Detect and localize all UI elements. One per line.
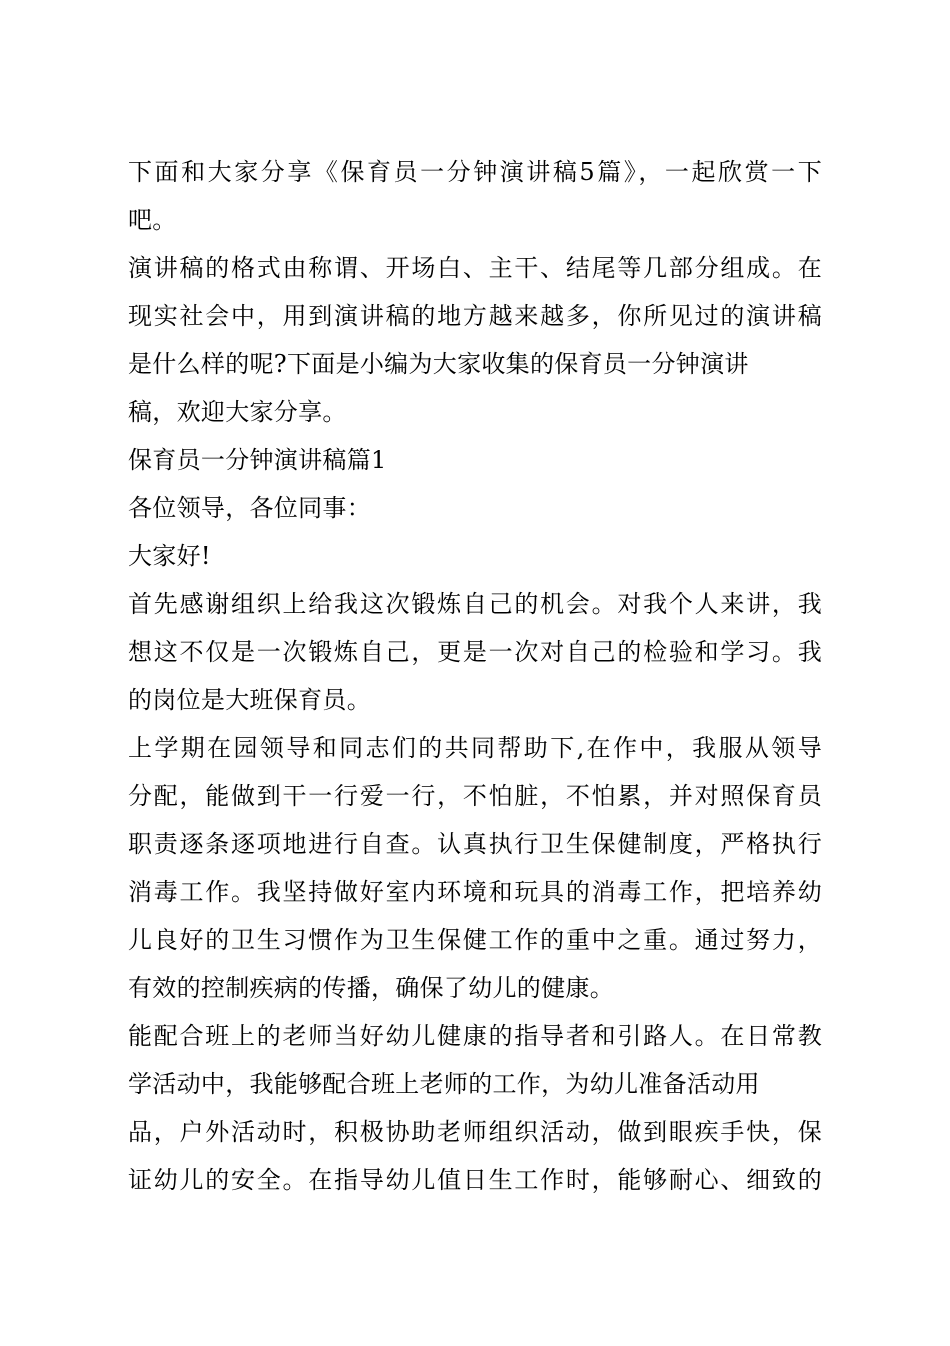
document-body [128, 148, 822, 1204]
text-line: 消毒工作。我坚持做好室内环境和玩具的消毒工作，把培养幼 [128, 878, 822, 906]
text-line: 有效的控制疾病的传播，确保了幼儿的健康。 [128, 974, 614, 1002]
text-line: 演讲稿的格式由称谓、开场白、主干、结尾等几部分组成。在 [128, 254, 822, 282]
text-line: 学活动中，我能够配合班上老师的工作，为幼儿准备活动用 [128, 1070, 760, 1098]
text-line: 吧。 [128, 206, 177, 234]
section-heading: 保育员一分钟演讲稿篇1 [128, 446, 387, 474]
text-line: 证幼儿的安全。在指导幼儿值日生工作时，能够耐心、细致的 [128, 1166, 822, 1194]
text-line: 上学期在园领导和同志们的共同帮助下,在作中，我服从领导 [128, 734, 822, 762]
greeting: 大家好! [128, 542, 211, 570]
text-line: 现实社会中，用到演讲稿的地方越来越多，你所见过的演讲稿 [128, 302, 822, 330]
text-line: 品，户外活动时，积极协助老师组织活动，做到眼疾手快，保 [128, 1118, 822, 1146]
text-line: 下面和大家分享《保育员一分钟演讲稿5篇》，一起欣赏一下 [128, 158, 822, 186]
text-line: 能配合班上的老师当好幼儿健康的指导者和引路人。在日常教 [128, 1022, 822, 1050]
text-line: 的岗位是大班保育员。 [128, 686, 371, 714]
text-line: 稿，欢迎大家分享。 [128, 398, 347, 426]
text-line: 职责逐条逐项地进行自查。认真执行卫生保健制度，严格执行 [128, 830, 822, 858]
text-line: 想这不仅是一次锻炼自己，更是一次对自己的检验和学习。我 [128, 638, 822, 666]
text-line: 首先感谢组织上给我这次锻炼自己的机会。对我个人来讲，我 [128, 590, 822, 618]
text-line: 是什么样的呢?下面是小编为大家收集的保育员一分钟演讲 [128, 350, 749, 378]
text-line: 儿良好的卫生习惯作为卫生保健工作的重中之重。通过努力， [128, 926, 822, 954]
text-line: 分配，能做到干一行爱一行，不怕脏，不怕累，并对照保育员 [128, 782, 822, 810]
salutation: 各位领导，各位同事： [128, 494, 371, 522]
